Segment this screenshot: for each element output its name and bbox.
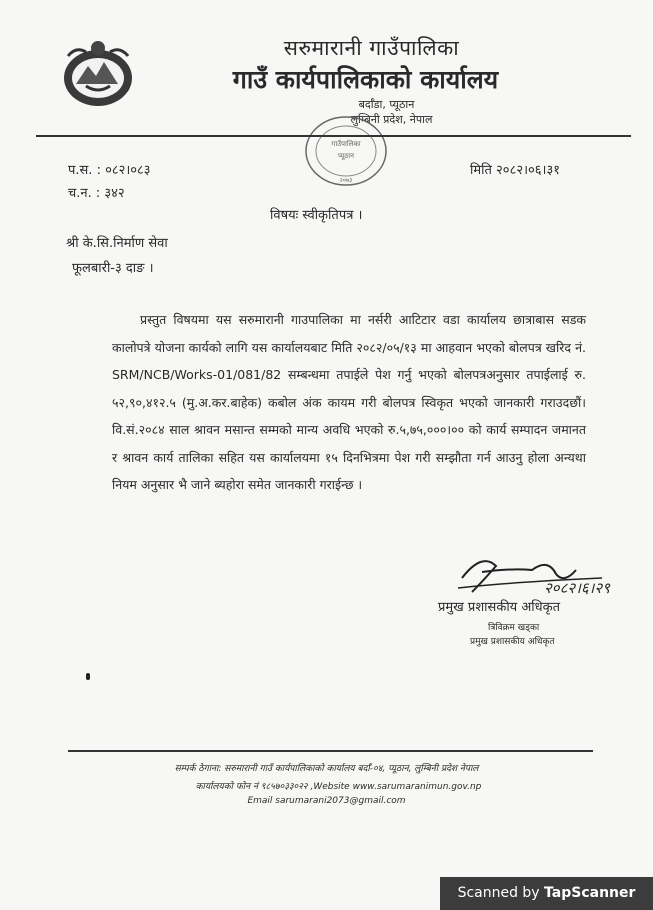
signature-date: २०८२।६।२९ xyxy=(544,579,610,597)
municipality-name: सरुमारानी गाउँपालिका xyxy=(283,36,460,60)
scanner-watermark xyxy=(440,877,653,910)
office-province: लुम्बिनी प्रदेश, नेपाल xyxy=(350,113,433,126)
letter-subject: विषयः स्वीकृतिपत्र । xyxy=(270,208,363,223)
footer-phone-website: कार्यालयको फोन नं ९८५७०३३०२२ ,Website www.sarumaranimun.gov.np xyxy=(195,782,482,792)
letter-body xyxy=(112,306,586,499)
office-name: गाउँ कार्यपालिकाको कार्यालय xyxy=(232,65,499,94)
office-location: बर्दाँडा, प्यूठान xyxy=(358,98,415,111)
header-divider xyxy=(36,135,631,137)
footer-divider xyxy=(68,750,593,752)
ink-dot xyxy=(86,673,90,680)
letter-date: मिति २०८२।०६।३१ xyxy=(470,163,560,178)
footer-email: Email sarumarani2073@gmail.com xyxy=(247,796,406,806)
signer-title: प्रमुख प्रशासकीय अधिकृत xyxy=(438,600,561,615)
svg-text:२०७३: २०७३ xyxy=(339,177,353,184)
watermark-brand: TapScanner xyxy=(544,885,636,901)
letter-body-paragraph: प्रस्तुत विषयमा यस सरुमारानी गाउपालिका मा नर्सरी आटिटार वडा कार्यालय छात्राबास सडक कालोपत्रे योजना कार्यको लागि यस कार्यालयबाट मिति २०८२/०५/१३ मा आहवान भएको बोलपत्र खरिद नं. SRM/NCB/Works-01/081/82 सम्बन्धमा तपाईले पेश गर्नु भएको बोलपत्रअनुसार तपाईलाई रु. ५२,९०,४१२.५ (मु.अ.कर.बाहेक) कबोल अंक कायम गरी बोलपत्र स्विकृत भएको जानकारी गराउदछौं। वि.सं.२०८४ साल श्रावन मसान्त सम्मको मान्य अवधि भएको रु.५,७५,०००।०० को कार्य सम्पादन जमानत र श्रावन कार्य तालिका सहित यस कार्यालयमा १५ दिनभित्रमा पेश गरी सम्झौता गर्न आउनु होला अन्यथा नियम अनुसार भै जाने ब्यहोरा समेत जानकारी गराईन्छ । xyxy=(112,312,586,492)
signer-name: त्रिविक्रम खड्का xyxy=(488,623,540,633)
signer-role: प्रमुख प्रशासकीय अधिकृत xyxy=(470,637,555,647)
office-stamp-icon xyxy=(298,110,394,192)
svg-text:गाउँपालिका: गाउँपालिका xyxy=(331,140,361,148)
svg-text:प्यूठान: प्यूठान xyxy=(338,152,354,160)
recipient-name: श्री के.सि.निर्माण सेवा xyxy=(66,236,168,251)
dispatch-number: च.न. : ३४२ xyxy=(68,186,125,201)
reference-number: प.स. : ०८२।०८३ xyxy=(68,163,151,178)
footer-address: सम्पर्क ठेगाना: सरुमारानी गाउँ कार्यपालिकाको कार्यालय बर्दाँ-०४, प्यूठान, लुम्बिनी प्रदेश नेपाल xyxy=(174,764,479,774)
watermark-prefix: Scanned by xyxy=(457,885,540,901)
recipient-address: फूलबारी-३ दाङ । xyxy=(72,261,154,276)
